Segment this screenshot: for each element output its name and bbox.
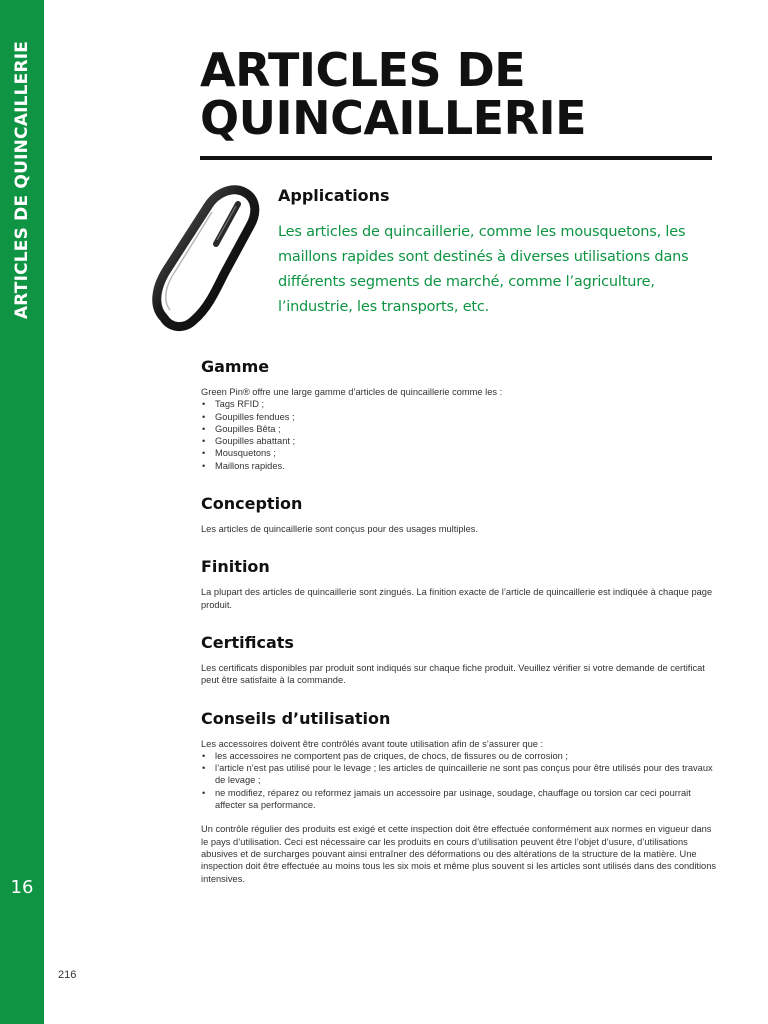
- page-number: 216: [58, 969, 77, 981]
- section-conseils: [201, 709, 721, 885]
- list-item: • Goupilles abattant ;: [201, 435, 721, 447]
- list-item: • Goupilles fendues ;: [201, 411, 721, 423]
- list-item: • Mousquetons ;: [201, 447, 721, 459]
- finition-heading: Finition: [201, 557, 270, 577]
- list-item: • ne modifiez, réparez ou reformez jamais un accessoire par usinage, soudage, chauffage ou torsion car ceci pourrait affecter sa performance.: [201, 787, 721, 812]
- gamme-intro: Green Pin® offre une large gamme d’articles de quincaillerie comme les :: [201, 387, 503, 397]
- conception-text: Les articles de quincaillerie sont conçus pour des usages multiples.: [201, 524, 478, 535]
- finition-text: La plupart des articles de quincaillerie sont zingués. La finition exacte de l’article de quincaillerie est indiquée à chaque page produit.: [201, 587, 713, 610]
- certificats-heading: Certificats: [201, 632, 294, 652]
- page-title: [200, 43, 587, 145]
- chapter-number: 16: [10, 877, 34, 898]
- page-title-line-1: ARTICLES DE: [200, 43, 526, 97]
- section-gamme: [201, 357, 721, 472]
- section-finition: [201, 557, 721, 611]
- applications-heading: Applications: [278, 186, 390, 205]
- section-certificats: [201, 633, 721, 687]
- list-item: • Maillons rapides.: [201, 460, 721, 472]
- carabiner-body: [157, 190, 255, 327]
- sidebar-vertical-title: ARTICLES DE QUINCAILLERIE: [12, 40, 32, 320]
- list-item: • l’article n’est pas utilisé pour le levage ; les articles de quincaillerie ne sont pas conçus pour être utilisés pour des travaux de levage ;: [201, 762, 721, 787]
- page-title-line-2: QUINCAILLERIE: [200, 91, 587, 145]
- list-item: • les accessoires ne comportent pas de criques, de chocs, de fissures ou de corrosion ;: [201, 750, 721, 762]
- certificats-text: Les certificats disponibles par produit sont indiqués sur chaque fiche produit. Veuillez vérifier si votre demande de certificat peut être satisfaite à la commande.: [201, 662, 705, 686]
- applications-text: Les articles de quincaillerie, comme les mousquetons, les maillons rapides sont destinés à diverses utilisations dans différents segments de marché, comme l’agriculture, l’industrie, les transports, etc.: [278, 224, 689, 315]
- section-conception: [201, 494, 721, 535]
- list-item: • Tags RFID ;: [201, 398, 721, 410]
- carabiner-hook-photo: [150, 182, 262, 338]
- gamme-heading: Gamme: [201, 357, 270, 376]
- conseils-intro: Les accessoires doivent être contrôlés avant toute utilisation afin de s’assurer que :: [201, 738, 544, 749]
- conseils-paragraph: Un contrôle régulier des produits est exigé et cette inspection doit être effectuée conformément aux normes en vigueur dans le pays d’utilisation. Ceci est nécessaire car les produits en cours d’utilisation peuvent être l’objet d’usure, d’utilisations abusives et de surcharges pouvant ainsi entraîner des déformations ou des altérations de la structure de la matière. Une inspection doit être effectuée au moins tous les six mois et même plus souvent si les articles sont utilisés dans des conditions intensives.: [201, 824, 717, 884]
- carabiner-gate: [216, 204, 238, 244]
- content-column: [201, 357, 721, 907]
- gamme-list: [201, 398, 721, 472]
- chapter-sidebar: [0, 0, 44, 1024]
- conception-heading: Conception: [201, 494, 303, 514]
- conseils-list: [201, 750, 721, 811]
- conseils-heading: Conseils d’utilisation: [201, 708, 391, 728]
- list-item: • Goupilles Bêta ;: [201, 423, 721, 435]
- title-divider: [200, 156, 712, 160]
